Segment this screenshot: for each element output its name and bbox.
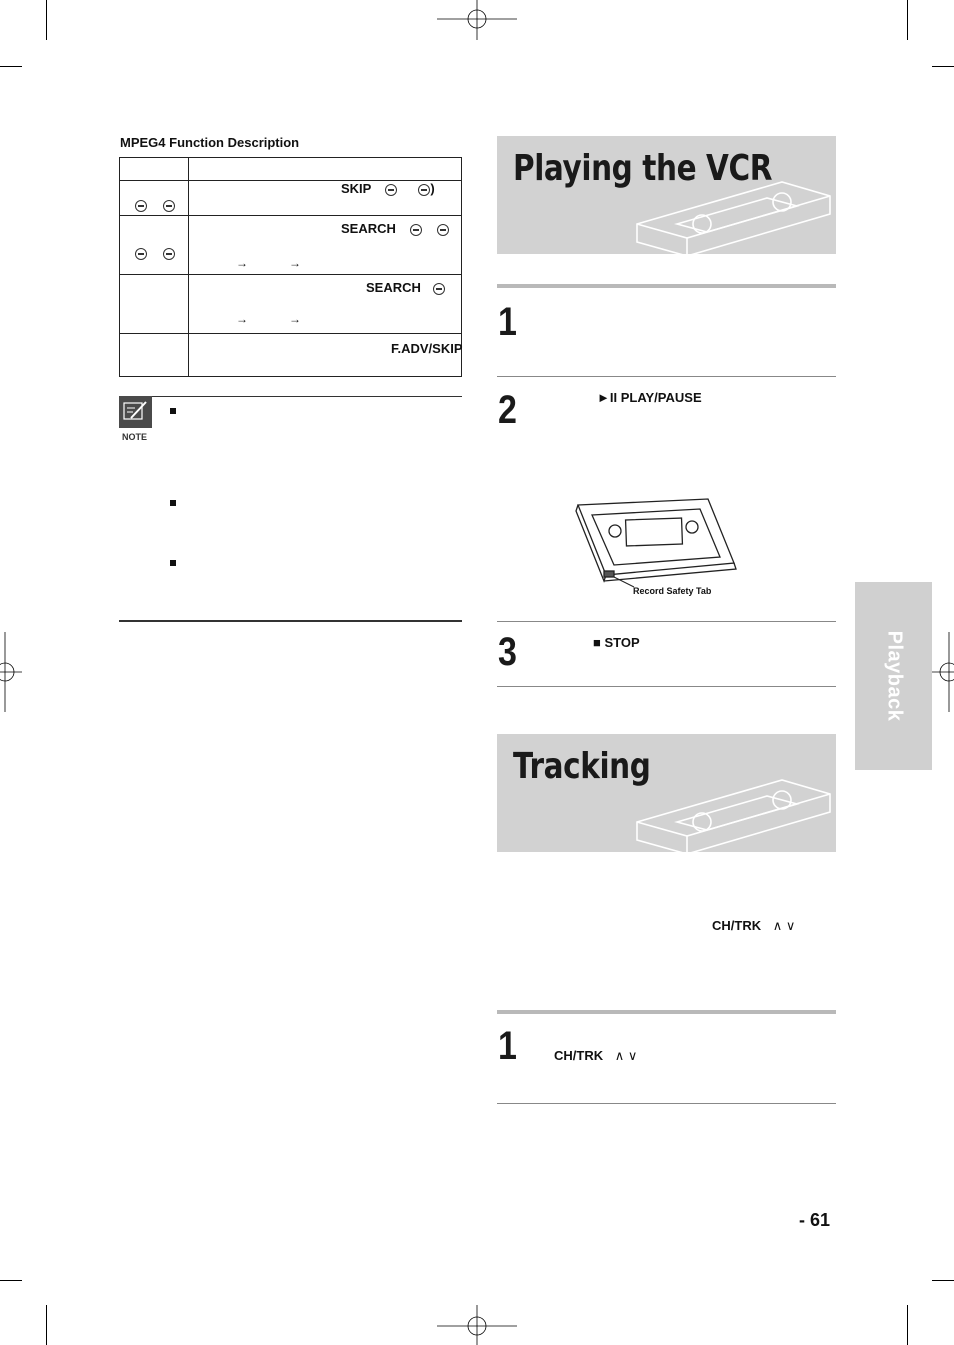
note-bottom-rule <box>119 620 462 622</box>
skip-icons <box>135 197 175 215</box>
vhs-cassette-icon <box>632 772 836 852</box>
vhs-cassette-illustration <box>570 495 745 590</box>
crop-mark <box>907 1305 908 1345</box>
note-top-rule <box>119 396 462 397</box>
crop-mark <box>0 66 22 67</box>
table-divider <box>188 158 189 376</box>
crop-mark <box>0 1280 22 1281</box>
mpeg4-function-table <box>119 157 462 377</box>
table-divider <box>120 333 461 334</box>
bullet-icon <box>170 500 176 506</box>
section-title: Tracking <box>513 746 651 787</box>
table-row-button <box>341 181 435 196</box>
search-label: SEARCH <box>366 280 421 295</box>
ch-trk-button <box>554 1048 637 1064</box>
side-tab <box>855 582 932 770</box>
skip-forward-icon <box>163 200 175 212</box>
search-back-icon <box>410 224 422 236</box>
bullet-icon <box>170 560 176 566</box>
table-title: MPEG4 Function Description <box>120 135 300 150</box>
search-icons <box>135 245 175 263</box>
crop-mark <box>46 1305 47 1345</box>
skip-forward-icon <box>418 184 430 196</box>
ch-trk-arrows: ∧ ∨ <box>614 1048 638 1063</box>
step-number: 1 <box>498 300 517 344</box>
crop-mark <box>46 0 47 40</box>
search-label: SEARCH <box>341 221 396 236</box>
skip-back-icon <box>385 184 397 196</box>
ch-trk-label: CH/TRK <box>712 918 762 933</box>
step-divider-thick <box>497 1010 836 1014</box>
step-number: 3 <box>498 630 517 674</box>
step-number: 2 <box>498 388 517 432</box>
step-divider-thick <box>497 284 836 288</box>
speed-arrow: → <box>289 256 301 270</box>
speed-arrow: → <box>289 312 301 326</box>
skip-label: SKIP <box>341 181 372 196</box>
step-number: 1 <box>498 1024 517 1068</box>
page-number: - 61 <box>799 1210 831 1230</box>
pencil-note-icon <box>119 396 152 428</box>
step-divider <box>497 1103 836 1104</box>
crop-mark <box>932 66 954 67</box>
table-divider <box>120 215 461 216</box>
section-header-tracking <box>497 734 836 852</box>
table-row-button <box>341 221 449 236</box>
registration-mark-bottom <box>437 1305 517 1345</box>
ch-trk-label: CH/TRK <box>554 1048 604 1063</box>
table-row-button <box>366 280 445 295</box>
speed-arrow: → <box>236 312 248 326</box>
fadv-skip-label: F.ADV/SKIP <box>391 341 463 356</box>
step-divider <box>497 621 836 622</box>
crop-mark <box>932 1280 954 1281</box>
search-back-icon <box>433 283 445 295</box>
search-forward-icon <box>163 248 175 260</box>
registration-mark-top <box>437 0 517 40</box>
search-forward-icon <box>437 224 449 236</box>
bullet-icon <box>170 408 176 414</box>
vhs-cassette-icon <box>632 174 836 254</box>
stop-button: ■ STOP <box>593 635 640 650</box>
cassette-caption: Record Safety Tab <box>633 586 712 596</box>
ch-trk-button <box>712 918 795 934</box>
registration-mark-left <box>0 632 22 712</box>
section-header-playing-vcr <box>497 136 836 254</box>
step-divider <box>497 376 836 377</box>
play-pause-button: ►II PLAY/PAUSE <box>597 390 702 405</box>
side-tab-label: Playback <box>883 630 905 722</box>
search-back-icon <box>135 248 147 260</box>
closing-paren: ) <box>430 181 435 196</box>
section-title: Playing the VCR <box>513 148 773 189</box>
speed-arrow: → <box>236 256 248 270</box>
note-icon-box <box>119 396 152 428</box>
crop-mark <box>907 0 908 40</box>
ch-trk-arrows: ∧ ∨ <box>772 918 796 933</box>
note-label: NOTE <box>122 432 148 442</box>
skip-back-icon <box>135 200 147 212</box>
step-divider <box>497 686 836 687</box>
table-divider <box>120 274 461 275</box>
registration-mark-right <box>932 632 954 712</box>
